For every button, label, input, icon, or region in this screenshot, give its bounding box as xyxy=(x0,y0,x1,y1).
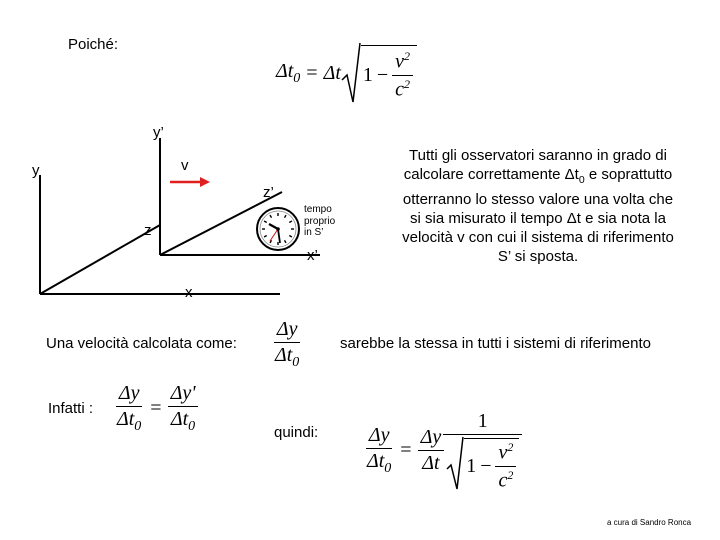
formula1-fraction: $\frac{v^2}{c^2}$ xyxy=(392,49,413,101)
clock-caption xyxy=(304,204,335,239)
sqrt-content xyxy=(361,45,417,102)
paragraph-line6: S’ si sposta. xyxy=(497,248,579,265)
clock-caption-line1: tempo xyxy=(304,204,332,215)
quindi-label: quindi: xyxy=(274,424,319,441)
label-x: x xyxy=(185,284,193,301)
infatti-fraction-1: $\frac{\Delta y}{\Delta t_0}$ xyxy=(117,382,142,434)
formula1-lhs: $\Delta t_0$ xyxy=(276,59,301,86)
time-dilation-formula xyxy=(276,42,417,104)
label-y: y xyxy=(32,162,40,179)
heading: Poiché: xyxy=(68,36,119,53)
credit-text: a cura di Sandro Ronca xyxy=(607,518,692,527)
quindi-fraction-2: $\frac{\Delta y}{\Delta t}$ xyxy=(418,426,445,475)
velocity-intro-text: Una velocità calcolata come: xyxy=(46,335,237,352)
quindi-equation xyxy=(364,410,519,491)
velocity-conclusion-text: sarebbe la stessa in tutti i sistemi di riferimento xyxy=(340,335,651,352)
quindi-fraction-1: $\frac{\Delta y}{\Delta t_0}$ xyxy=(367,424,392,476)
paragraph-line3: otterranno lo stesso valore una volta che xyxy=(402,191,674,208)
quindi-inner-one: 1 xyxy=(466,454,477,477)
clock-icon xyxy=(257,208,299,250)
formula1-one: 1 xyxy=(362,64,373,86)
velocity-arrow-icon xyxy=(170,177,210,187)
formula1-rhs: Δt xyxy=(323,61,341,84)
sqrt-sign xyxy=(341,42,361,104)
formula1-eq: = xyxy=(306,61,318,84)
label-y-prime: y’ xyxy=(153,124,164,141)
label-z-prime: z’ xyxy=(263,184,274,201)
infatti-eq: = xyxy=(150,397,162,419)
axis-z xyxy=(40,225,160,294)
quindi-minus: − xyxy=(480,454,492,477)
quindi-eq: = xyxy=(400,439,412,461)
clock-caption-line3: in S’ xyxy=(304,227,324,238)
velocity-num: Δy xyxy=(274,318,301,343)
clock-caption-line2: proprio xyxy=(304,215,336,227)
label-z: z xyxy=(144,222,152,239)
velocity-fraction: $\frac{\Delta y}{\Delta t_0}$ xyxy=(275,318,300,370)
paragraph-line2: calcolare correttamente $\Delta t_0$ e soprattutto xyxy=(403,166,673,186)
formula1-minus: − xyxy=(376,64,389,86)
paragraph-line5: velocità v con cui il sistema di riferimento xyxy=(402,229,674,246)
sqrt-sign-2 xyxy=(446,435,464,491)
paragraph-line1: Tutti gli osservatori saranno in grado di xyxy=(409,147,667,164)
infatti-fraction-2: $\frac{\Delta y'}{\Delta t_0}$ xyxy=(168,382,199,435)
infatti-equation xyxy=(114,382,198,435)
label-x-prime: x’ xyxy=(307,247,318,264)
observers-paragraph xyxy=(378,146,698,266)
infatti-label: Infatti : xyxy=(48,400,94,417)
quindi-lorentz-factor: 1 1 − $\frac{v^2}{c^2}$ xyxy=(446,410,519,491)
label-v: v xyxy=(181,157,189,174)
paragraph-line4: si sia misurato il tempo Δt e sia nota la xyxy=(410,210,666,227)
